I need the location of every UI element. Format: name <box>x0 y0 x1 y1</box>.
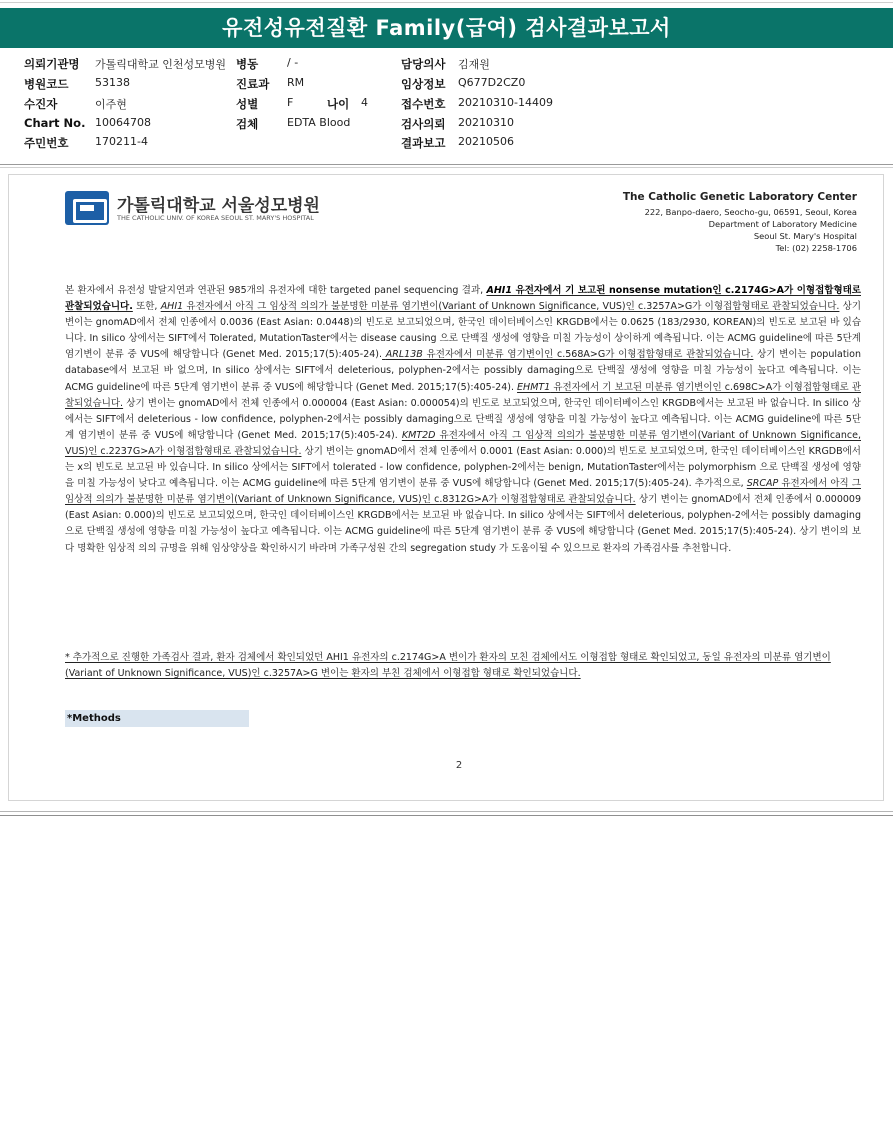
hospital-emblem-icon <box>65 191 109 225</box>
report-text-segment: AHI1 <box>160 301 184 313</box>
report-text-segment: 유전자에서 아직 그 임상적 의의가 불분명한 미분류 염기변이(Variant of Unknown Significance, VUS)인 c.3257A>G가 이형접합형태로 관찰되었습니다. <box>183 301 840 313</box>
report-text-segment: 또한, <box>132 301 161 313</box>
report-text-segment: 상기 변이는 gnomAD에서 전체 인종에서 0.000009 (East Asian: 0.000)의 빈도로 보고되었으며, 한국인 데이터베이스인 KRGDB에서는 보고된 바 없습니다. In silico 상에서는 SIFT에서 deleterious, polyphen-2에서는 possibly damaging으로 단백질 생성에 영향을 미칠 가능성이 높다고 예측됩니다. 이는 ACMG guideline에 따른 5단계 염기변이 분류 중 VUS에 해당합니다 (Genet Med. 2015;17(5):405-24). 상기 변이의 보다 명확한 임상적 의의 규명을 위해 임상양상을 확인하시기 바라며 가족구성원 간의 segregation study 가 도움이될 수 있으므로 환자의 가족검사를 추천합니다. <box>65 494 861 554</box>
report-text-segment: SRCAP <box>746 478 779 490</box>
family-test-note <box>65 650 861 682</box>
value-accession-number: 20210310-14409 <box>458 96 553 109</box>
report-text-segment: 본 환자에서 유전성 발달지연과 연관된 985개의 유전자에 대한 targeted panel sequencing 결과, <box>65 285 487 296</box>
report-text-segment: 상기 변이는 gnomAD에서 전체 인종에서 0.000004 (East Asian: 0.000054)의 빈도로 보고되었으며, 한국인 데이터베이스인 KRGDB에서는 보고된 바 없습니다. In silico 상에서는 SIFT에서 deleterious - low confidence, polyphen-2에서는 possibly damaging으로 단백질 생성에 영향을 미칠 가능성이 높다고 예측됩니다. 이는 ACMG guideline에 따른 5단계 염기변이 분류 중 VUS에 해당합니다 (Genet Med. 2015;17(5):405-24). <box>65 397 861 441</box>
report-title: 유전성유전질환 Family(급여) 검사결과보고서 <box>0 8 893 48</box>
label-accession-number: 접수번호 <box>401 97 446 111</box>
label-age: 나이 <box>327 97 350 111</box>
value-chart-no: 10064708 <box>95 116 151 129</box>
document-page <box>8 174 884 801</box>
label-doctor: 담당의사 <box>401 57 446 71</box>
label-ward: 병동 <box>236 57 259 71</box>
lab-hospital-line: Seoul St. Mary's Hospital <box>753 231 857 241</box>
lab-address-line: 222, Banpo-daero, Seocho-gu, 06591, Seoul, Korea <box>644 207 857 217</box>
separator-bottom <box>0 811 893 812</box>
separator-top <box>0 164 893 165</box>
report-text-segment: 유전자에서 기 보고된 미분류 염기변이인 c.698C>A가 이형접합형태로 관찰되었습니다. <box>65 381 861 409</box>
hospital-name-english: THE CATHOLIC UNIV. OF KOREA SEOUL ST. MARY'S HOSPITAL <box>117 214 314 222</box>
report-text-segment: 유전자에서 아직 그 임상적 의의가 불분명한 미분류 염기변이(Variant of Unknown Significance, VUS)인 c.8312G>A가 이형접합형태로 관찰되었습니다. <box>65 478 861 506</box>
value-specimen: EDTA Blood <box>287 116 351 129</box>
family-test-note-text: * 추가적으로 진행한 가족검사 결과, 환자 검체에서 확인되었던 AHI1 유전자의 c.2174G>A 변이가 환자의 모친 검체에서도 이형접합 형태로 확인되었고, 동일 유전자의 미분류 염기변이(Variant of Unknown Significance, VUS)인 c.3257A>G 변이는 환자의 부친 검체에서 이형접합 형태로 확인되었습니다. <box>65 652 831 679</box>
lab-center-name: The Catholic Genetic Laboratory Center <box>622 191 857 203</box>
label-resident-number: 주민번호 <box>24 136 69 150</box>
value-department: RM <box>287 76 305 89</box>
value-test-request-date: 20210310 <box>458 116 514 129</box>
report-text-segment: KMT2D <box>401 429 436 441</box>
report-interpretation <box>65 283 861 557</box>
label-requesting-institution: 의뢰기관명 <box>24 57 80 71</box>
value-doctor: 김재원 <box>458 58 490 71</box>
value-report-date: 20210506 <box>458 135 514 148</box>
top-rule <box>0 2 893 3</box>
label-sex: 성별 <box>236 97 259 111</box>
label-clinical-info: 임상정보 <box>401 77 446 91</box>
page-number: 2 <box>455 760 463 771</box>
report-text-segment: ARL13B <box>385 349 423 361</box>
lab-department-line: Department of Laboratory Medicine <box>708 219 857 229</box>
report-text-segment: 유전자에서 기 보고된 nonsense mutation인 c.2174G>A가 이형접합형태로 관찰되었습니다. <box>65 285 861 313</box>
label-chart-no: Chart No. <box>24 116 86 130</box>
methods-heading: *Methods <box>65 710 249 727</box>
report-text-segment: AHI1 <box>486 285 512 296</box>
report-text-segment: EHMT1 <box>517 381 551 393</box>
value-patient-name: 이주현 <box>95 98 127 111</box>
value-hospital-code: 53138 <box>95 76 130 89</box>
value-resident-number: 170211-4 <box>95 135 148 148</box>
label-specimen: 검체 <box>236 117 259 131</box>
report-text-segment: 유전자에서 아직 그 임상적 의의가 불분명한 미분류 염기변이(Variant of Unknown Significance, VUS)인 c.2237G>A가 이형접합형태로 관찰되었습니다. <box>65 429 861 457</box>
lab-center-info <box>623 191 857 254</box>
label-hospital-code: 병원코드 <box>24 77 69 91</box>
report-text-segment: 상기 변이는 gnomAD에서 전체 인종에서 0.0001 (East Asian: 0.000)의 빈도로 보고되었으며, 한국인 데이터베이스인 KRGDB에서는 x의 빈도로 보고된 바 있습니다. In silico 상에서는 SIFT에서 tolerated - low confidence, polyphen-2에서는 benign, MutationTaster에서는 polymorphism 으로 단백질 생성에 영향을 미칠 가능성이 낮다고 예측됩니다. 이는 ACMG guideline에 따른 5단계 염기변이 분류 중 VUS에 해당합니다 (Genet Med. 2015;17(5):405-24). 추가적으로, <box>65 445 861 490</box>
label-report-date: 결과보고 <box>401 136 446 150</box>
report-text-segment: 상기 변이는 population database에서 보고된 바 없으며, In silico 상에서는 SIFT에서 deleterious, polyphen-2에서는 possibly damaging으로 단백질 생성에 영향을 미칠 가능성이 높다고 예측됩니다. 이는 ACMG guideline에 따른 5단계 염기변이 분류 중 VUS에 해당합니다 (Genet Med. 2015;17(5):405-24). <box>65 349 862 393</box>
value-ward: / - <box>287 56 299 69</box>
patient-info-panel <box>0 54 893 154</box>
value-clinical-info: Q677D2CZ0 <box>458 76 526 89</box>
hospital-name-korean: 가톨릭대학교 서울성모병원 <box>117 196 320 216</box>
value-age: 4 <box>361 96 368 109</box>
separator-top-shadow <box>0 167 893 168</box>
label-department: 진료과 <box>236 77 270 91</box>
lab-phone-line: Tel: (02) 2258-1706 <box>775 243 857 253</box>
separator-bottom-dark <box>0 815 893 816</box>
value-sex: F <box>287 96 294 109</box>
label-test-request-date: 검사의뢰 <box>401 117 446 131</box>
hospital-logo <box>65 189 345 229</box>
report-text-segment: 유전자에서 미분류 염기변이인 c.568A>G가 이형접합형태로 관찰되었습니다. <box>422 349 754 361</box>
value-requesting-institution: 가톨릭대학교 인천성모병원 <box>95 58 227 71</box>
report-text-segment: 상기 변이는 gnomAD에서 전체 인종에서 0.0036 (East Asian: 0.0448)의 빈도로 보고되었으며, 한국인 데이터베이스인 KRGDB에서는 0.0625 (183/2930, KOREAN)의 빈도로 보고된 바 있습니다. In silico 상에서는 SIFT에서 Tolerated, MutationTaster에서는 disease causing 으로 단백질 생성에 영향을 미칠 가능성이 상이하게 예측됩니다. 이는 ACMG guideline에 따른 5단계 염기변이 분류 중 VUS에 해당합니다 (Genet Med. 2015;17(5):405-24). <box>65 301 861 361</box>
label-patient-name: 수진자 <box>24 97 58 111</box>
